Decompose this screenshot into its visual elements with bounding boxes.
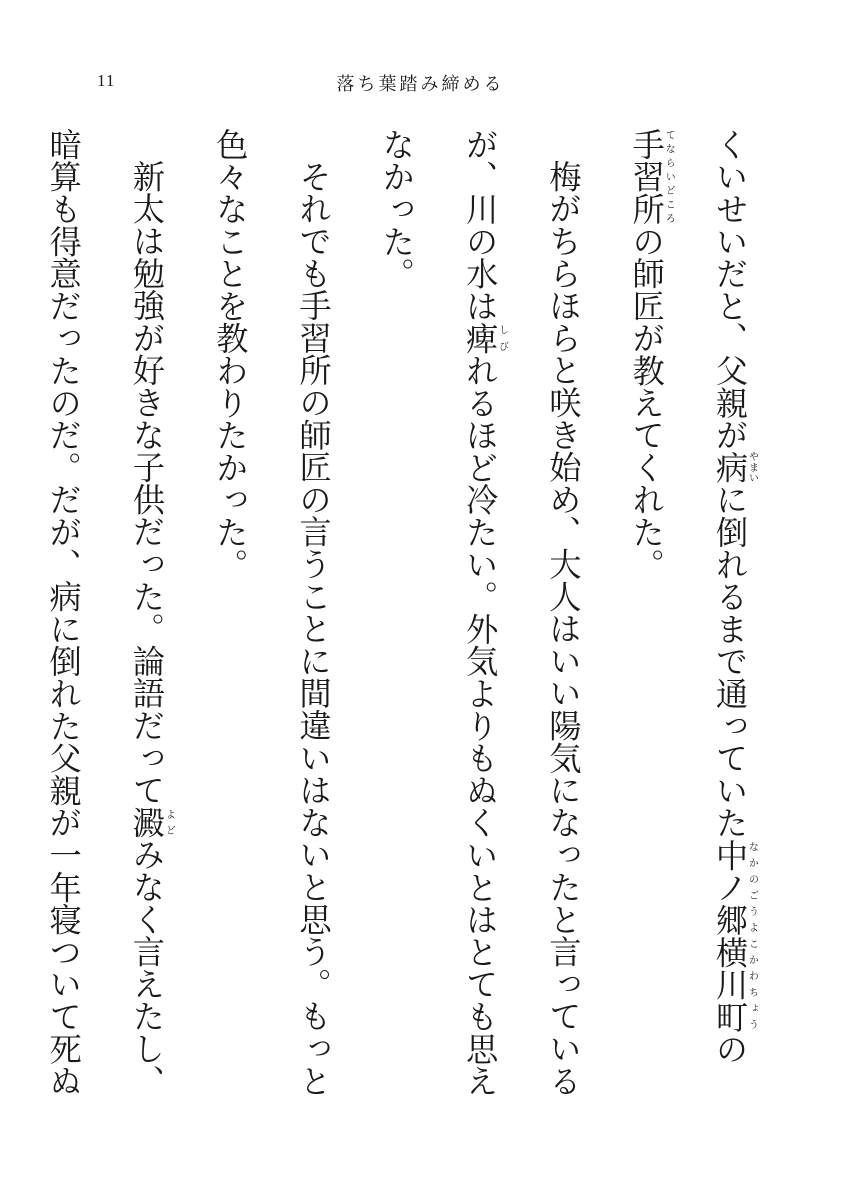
- text-run: くいせいだと、父親が: [711, 128, 749, 451]
- ruby-base: 痺: [461, 321, 500, 355]
- text-run: の: [711, 1032, 749, 1065]
- page-number: 11: [97, 71, 116, 90]
- running-title: 落ち葉踏み締める: [336, 74, 505, 95]
- ruby-base: 澱: [127, 806, 166, 839]
- text-run: の師匠が教えてくれた。: [627, 224, 666, 581]
- paragraph: [604, 128, 771, 1128]
- text-run: れるほど冷たい。外気よりもぬくいとはとても思えなかった。: [377, 128, 500, 1098]
- ruby-word: [461, 321, 508, 355]
- vertical-body-text: [44, 128, 771, 1128]
- text-run: みなく言えたし、暗算も得意だったのだ。だが、病に倒れた父親が一年寝ついて死ぬ: [44, 128, 166, 1098]
- ruby-word: [127, 806, 175, 839]
- text-run: 梅がちらほらと咲き始め、大人はいい陽気になったと言っているが、川の水は: [461, 128, 583, 1097]
- paragraph: [0, 128, 188, 1128]
- ruby-base: 中ノ郷横川町: [711, 838, 749, 1033]
- paragraph: [355, 128, 605, 1128]
- text-run: に倒れるまで通っていた: [711, 483, 749, 839]
- ruby-reading: てならいどころ: [663, 128, 675, 225]
- ruby-reading: しび: [496, 321, 508, 355]
- ruby-reading: やまい: [746, 451, 758, 484]
- ruby-reading: なかのごうよこかわちょう: [746, 838, 758, 1033]
- ruby-reading: よど: [163, 806, 175, 839]
- ruby-word: [627, 128, 675, 225]
- paragraph: [188, 128, 355, 1128]
- ruby-word: [711, 451, 758, 484]
- text-run: 新太は勉強が好きな子供だった。論語だって: [127, 160, 166, 807]
- ruby-base: 手習所: [627, 128, 666, 225]
- ruby-base: 病: [711, 451, 749, 484]
- text-run: それでも手習所の師匠の言うことに間違いはないと思う。もっと色々なことを教わりたかった。: [211, 128, 333, 1097]
- ruby-word: [711, 838, 758, 1033]
